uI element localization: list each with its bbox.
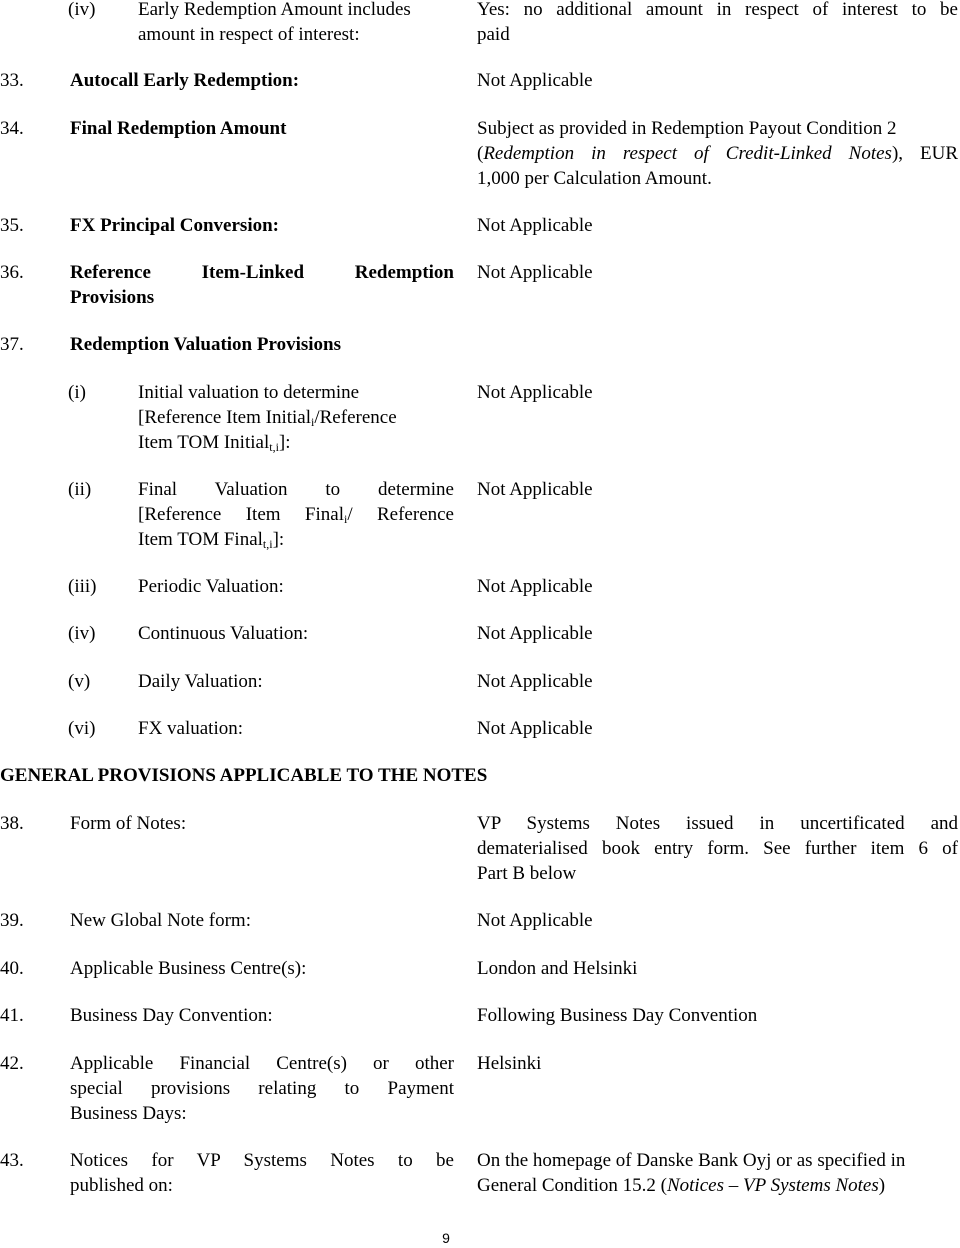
item-value: Not Applicable — [477, 382, 593, 403]
item-number: (vi) — [68, 718, 96, 739]
item-label: special provisions relating to Payment — [70, 1078, 454, 1099]
item-number: 34. — [0, 118, 24, 139]
item-label: Item TOM Initial$_{t,i}$]: — [138, 432, 291, 454]
item-number: 42. — [0, 1053, 24, 1074]
item-number: (i) — [68, 382, 86, 403]
item-label: published on: — [70, 1175, 173, 1196]
item-number: 36. — [0, 262, 24, 283]
item-value: Not Applicable — [477, 215, 593, 236]
item-value: Part B below — [477, 863, 577, 884]
item-value: Helsinki — [477, 1053, 542, 1074]
item-value: London and Helsinki — [477, 958, 638, 979]
item-label: Business Days: — [70, 1103, 187, 1124]
item-label: Notices for VP Systems Notes to be — [70, 1150, 454, 1171]
item-value: Not Applicable — [477, 262, 593, 283]
item-label: Redemption Valuation Provisions — [70, 334, 341, 355]
item-label: Autocall Early Redemption: — [70, 70, 300, 91]
item-label: Final Redemption Amount — [70, 118, 287, 139]
item-number: (iv) — [68, 0, 96, 20]
item-value: Subject as provided in Redemption Payout Condition 2 — [477, 118, 897, 139]
item-value: Not Applicable — [477, 671, 593, 692]
item-number: 39. — [0, 910, 24, 931]
item-label: amount in respect of interest: — [138, 24, 360, 45]
item-number: (iv) — [68, 623, 96, 644]
item-value: Not Applicable — [477, 910, 593, 931]
item-number: 33. — [0, 70, 24, 91]
item-value: General Condition 15.2 (Notices – VP Systems Notes) — [477, 1175, 886, 1196]
item-value: (Redemption in respect of Credit-Linked Notes), EUR — [477, 143, 959, 164]
item-number: 37. — [0, 334, 24, 355]
item-label: Daily Valuation: — [138, 671, 263, 692]
item-label: Form of Notes: — [70, 813, 187, 834]
item-label: Early Redemption Amount includes — [138, 0, 411, 20]
item-value: Not Applicable — [477, 479, 593, 500]
item-number: 35. — [0, 215, 24, 236]
item-label: Item TOM Final$_{t,i}$]: — [138, 529, 285, 551]
item-label: FX valuation: — [138, 718, 244, 739]
item-label: Reference Item-Linked Redemption — [70, 262, 454, 283]
item-value: dematerialised book entry form. See further item 6 of — [477, 838, 958, 859]
item-label: Provisions — [70, 287, 155, 308]
item-number: 40. — [0, 958, 24, 979]
item-number: 38. — [0, 813, 24, 834]
item-label: Final Valuation to determine — [138, 479, 454, 500]
item-value: paid — [477, 24, 510, 45]
item-value: Not Applicable — [477, 70, 593, 91]
item-label: Continuous Valuation: — [138, 623, 309, 644]
page-number: 9 — [442, 1230, 450, 1246]
item-label: New Global Note form: — [70, 910, 251, 931]
item-label: Applicable Business Centre(s): — [70, 958, 307, 979]
item-number: (iii) — [68, 576, 97, 597]
item-value: Yes: no additional amount in respect of interest to be — [477, 0, 958, 20]
item-number: (v) — [68, 671, 91, 692]
item-label: FX Principal Conversion: — [70, 215, 279, 236]
item-number: 43. — [0, 1150, 24, 1171]
item-value: 1,000 per Calculation Amount. — [477, 168, 712, 189]
item-value: Not Applicable — [477, 623, 593, 644]
item-value: Not Applicable — [477, 718, 593, 739]
item-value: On the homepage of Danske Bank Oyj or as specified in — [477, 1150, 906, 1171]
item-label: Periodic Valuation: — [138, 576, 284, 597]
item-value: Not Applicable — [477, 576, 593, 597]
item-label: [Reference Item Final$_i$/ Reference — [138, 504, 454, 526]
item-label: Applicable Financial Centre(s) or other — [70, 1053, 454, 1074]
item-value: Following Business Day Convention — [477, 1005, 758, 1026]
item-label: Initial valuation to determine — [138, 382, 360, 403]
item-label: Business Day Convention: — [70, 1005, 273, 1026]
item-number: (ii) — [68, 479, 92, 500]
item-value: VP Systems Notes issued in uncertificated and — [477, 813, 958, 834]
item-number: 41. — [0, 1005, 24, 1026]
item-label: [Reference Item Initial$_i$/Reference — [138, 407, 397, 429]
section-heading: GENERAL PROVISIONS APPLICABLE TO THE NOTES — [0, 765, 488, 786]
